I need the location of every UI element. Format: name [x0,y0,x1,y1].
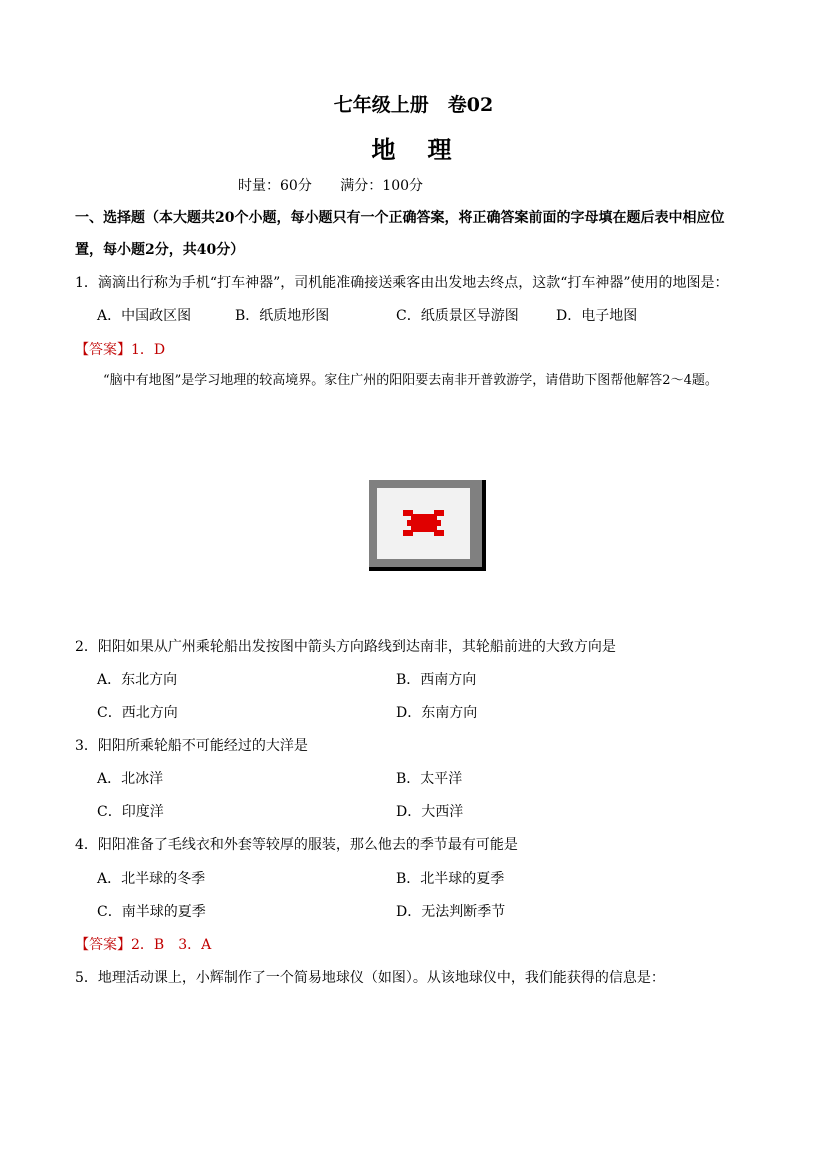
question-3-stem: 3．阳阳所乘轮船不可能经过的大洋是 [75,738,308,754]
question-1-option-d: D．电子地图 [556,308,638,324]
exam-info [238,175,447,195]
answer-1-tag: 【答案】 [75,342,131,358]
question-4-option-d: D．无法判断季节 [396,904,506,920]
question-4-option-b: B．北半球的夏季 [396,871,505,887]
answer-2-text: 2．B 3．A [131,937,212,953]
question-1-option-b: B．纸质地形图 [235,308,330,324]
answer-1 [75,340,165,360]
question-3-option-a: A．北冰洋 [97,771,164,787]
question-1-stem: 1．滴滴出行称为手机“打车神器”，司机能准确接送乘客由出发地去终点，这款“打车神器”使用的地图是： [75,275,729,291]
broken-image-placeholder [369,480,486,571]
question-2-option-d: D．东南方向 [396,705,478,721]
question-2-stem: 2．阳阳如果从广州乘轮船出发按图中箭头方向路线到达南非，其轮船前进的大致方向是 [75,639,616,655]
question-4-option-c: C．南半球的夏季 [97,904,206,920]
answer-2-tag: 【答案】 [75,937,131,953]
subject-title: 地 理 [371,135,456,164]
full-score-text: 满分：100分 [340,178,424,194]
question-5-stem: 5．地理活动课上，小辉制作了一个简易地球仪（如图）。从该地球仪中，我们能获得的信息是： [75,970,665,986]
question-2-option-c: C．西北方向 [97,705,178,721]
intro-paragraph: “脑中有地图”是学习地理的较高境界。家住广州的阳阳要去南非开普敦游学，请借助下图帮他解答2～4题。 [103,373,718,388]
broken-image-icon [377,488,470,559]
question-3-option-c: C．印度洋 [97,804,164,820]
question-4-stem: 4．阳阳准备了毛线衣和外套等较厚的服装，那么他去的季节最有可能是 [75,837,518,853]
question-3-option-b: B．太平洋 [396,771,463,787]
answer-1-text: 1．D [131,342,166,358]
exam-title: 七年级上册 卷02 [333,94,494,116]
section-heading-line1: 一、选择题（本大题共20个小题，每小题只有一个正确答案，将正确答案前面的字母填在题后表中相应位 [75,210,725,226]
broken-image-frame [377,488,470,559]
answer-2 [75,935,211,955]
section-heading-line2: 置，每小题2分，共40分） [75,242,245,258]
question-2-option-b: B．西南方向 [396,672,477,688]
question-1-option-c: C．纸质景区导游图 [396,308,519,324]
question-4-option-a: A．北半球的冬季 [97,871,206,887]
question-3-option-d: D．大西洋 [396,804,464,820]
question-2-option-a: A．东北方向 [97,672,178,688]
question-1-option-a: A．中国政区图 [97,308,192,324]
duration-text: 时量：60分 [238,178,312,194]
